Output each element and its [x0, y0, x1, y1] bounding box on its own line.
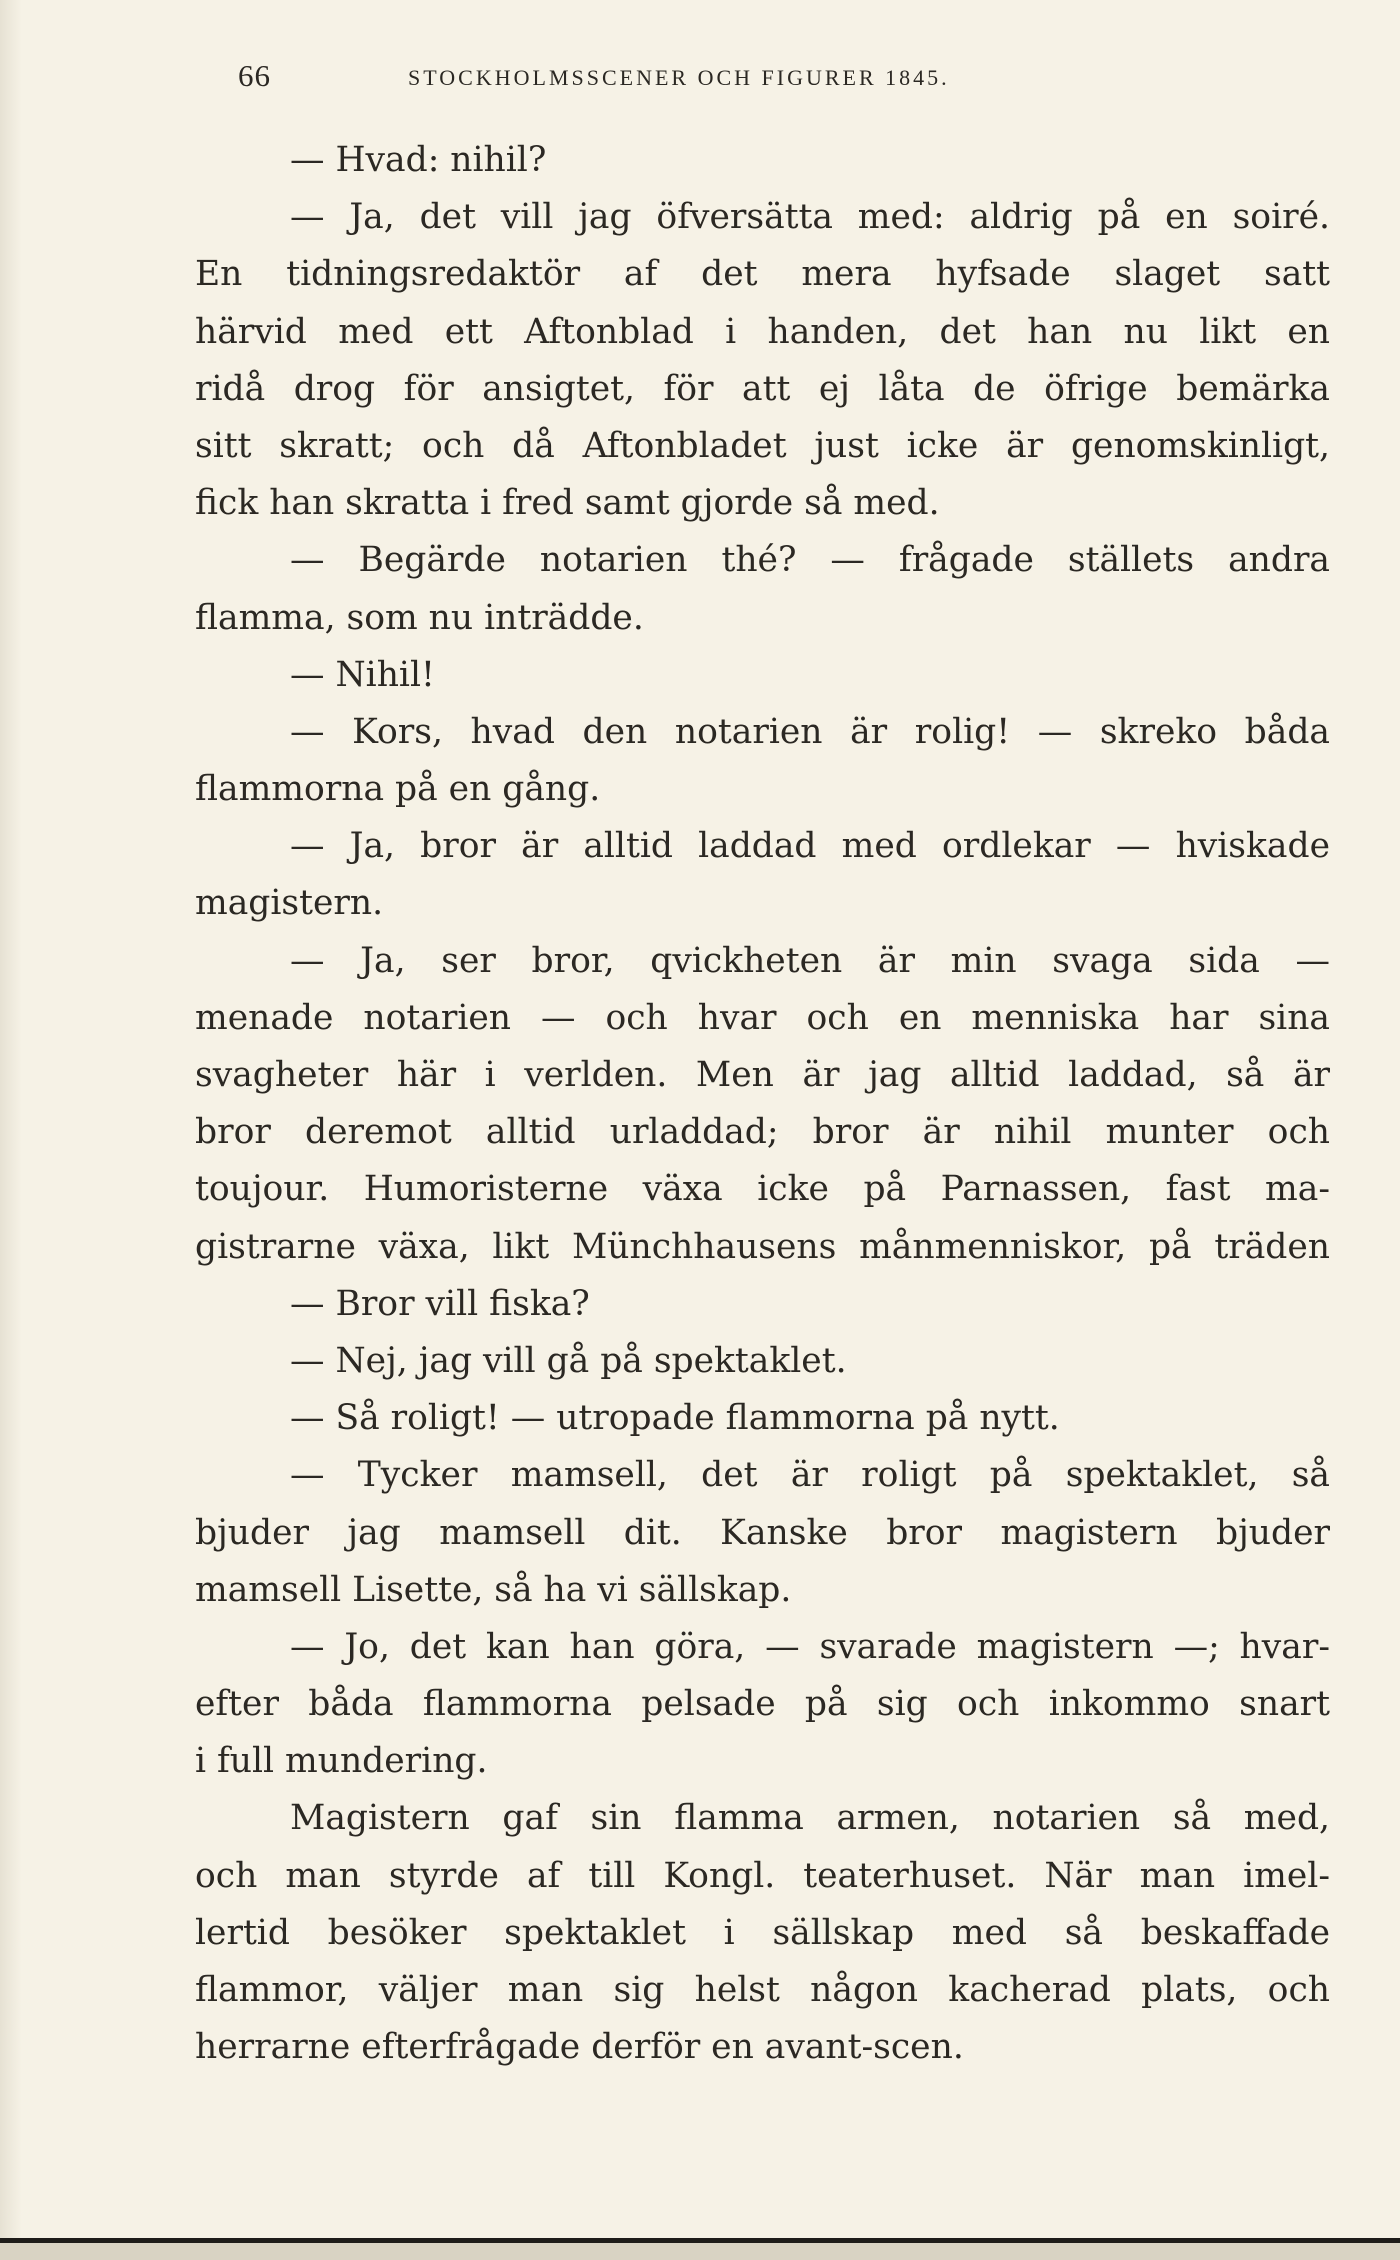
body-text: [195, 132, 1330, 2076]
text-line: härvid med ett Aftonblad i handen, det han nu likt en: [195, 311, 1330, 352]
text-line: mamsell Lisette, så ha vi sällskap.: [195, 1569, 792, 1610]
text-line: sitt skratt; och då Aftonbladet just icke är genomskinligt,: [195, 425, 1330, 466]
text-line: — Kors, hvad den notarien är rolig! — skreko båda: [290, 711, 1330, 752]
text-line: En tidningsredaktör af det mera hyfsade slaget satt: [195, 254, 1330, 295]
text-line: menade notarien — och hvar och en menniska har sina: [195, 997, 1330, 1038]
text-line: — Nihil!: [290, 654, 435, 695]
text-line: — Bror vill fiska?: [290, 1283, 590, 1324]
text-line: — Så roligt! — utropade flammorna på nytt.: [290, 1398, 1060, 1439]
bottom-margin-band: [0, 2243, 1400, 2260]
text-line: lertid besöker spektaklet i sällskap med så beskaffade: [195, 1912, 1330, 1953]
running-title: STOCKHOLMSSCENER OCH FIGURER 1845.: [408, 65, 950, 90]
text-line: flammorna på en gång.: [195, 769, 601, 810]
text-line: Magistern gaf sin flamma armen, notarien så med,: [290, 1798, 1330, 1839]
text-line: toujour. Humoristerne växa icke på Parnassen, fast ma-: [195, 1169, 1330, 1210]
text-line: flammor, väljer man sig helst någon kacherad plats, och: [195, 1970, 1330, 2010]
text-line: ridå drog för ansigtet, för att ej låta de öfrige bemärka: [195, 368, 1330, 409]
text-line: bror deremot alltid urladdad; bror är nihil munter och: [195, 1112, 1330, 1153]
text-line: — Begärde notarien thé? — frågade ställets andra: [290, 540, 1330, 581]
text-line: — Tycker mamsell, det är roligt på spektaklet, så: [290, 1455, 1330, 1496]
page-number: 66: [238, 58, 271, 93]
text-line: magistern.: [195, 883, 384, 924]
text-line: — Hvad: nihil?: [290, 140, 547, 180]
text-line: och man styrde af till Kongl. teaterhuset. När man imel-: [195, 1855, 1330, 1896]
text-line: — Nej, jag vill gå på spektaklet.: [290, 1340, 847, 1381]
text-line: — Ja, det vill jag öfversätta med: aldrig på en soiré.: [290, 197, 1330, 238]
text-line: flamma, som nu inträdde.: [195, 597, 644, 638]
running-head: [238, 58, 1278, 98]
text-line: — Ja, bror är alltid laddad med ordlekar — hviskade: [290, 826, 1330, 867]
text-line: fick han skratta i fred samt gjorde så med.: [195, 483, 940, 524]
text-line: bjuder jag mamsell dit. Kanske bror magistern bjuder: [195, 1512, 1330, 1553]
text-line: — Jo, det kan han göra, — svarade magistern —; hvar-: [290, 1626, 1330, 1667]
text-line: efter båda flammorna pelsade på sig och inkommo snart: [195, 1684, 1330, 1725]
text-line: gistrarne växa, likt Münchhausens månmenniskor, på träden: [195, 1226, 1330, 1267]
text-line: herrarne efterfrågade derför en avant-scen.: [195, 2027, 964, 2068]
text-line: i full mundering.: [195, 1741, 488, 1782]
page-edge-shadow: [0, 0, 22, 2238]
text-line: svagheter här i verlden. Men är jag alltid laddad, så är: [195, 1055, 1330, 1095]
text-line: — Ja, ser bror, qvickheten är min svaga sida —: [290, 940, 1330, 981]
